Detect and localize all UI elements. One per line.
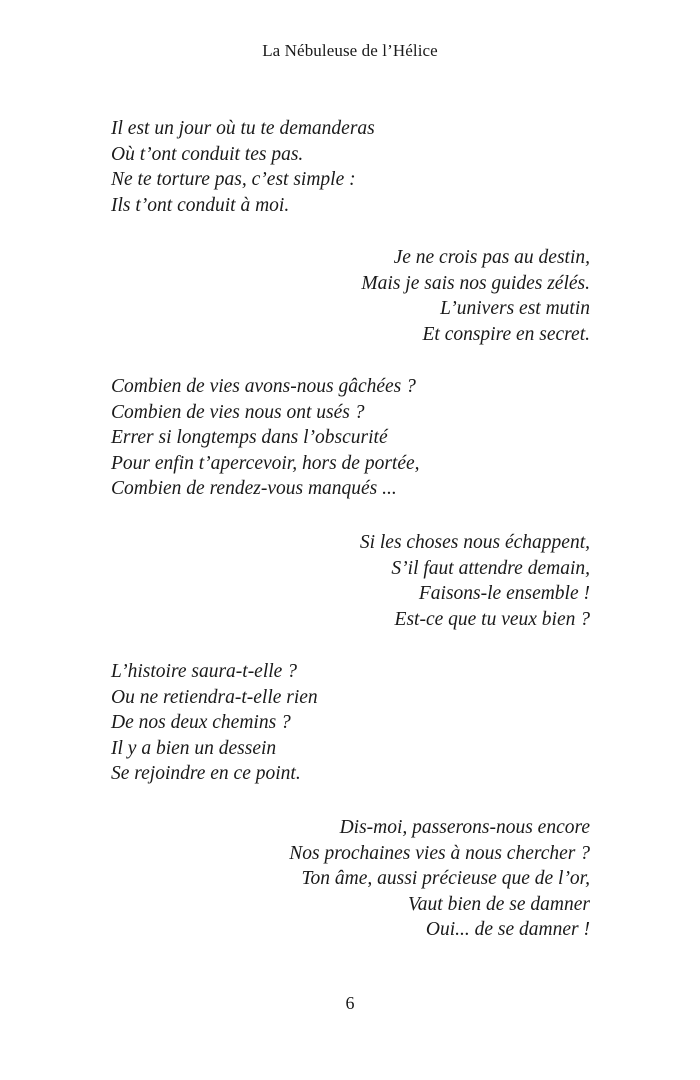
verse-line: Je ne crois pas au destin, <box>393 247 590 268</box>
verse-line: L’histoire saura-t-elle ? <box>111 661 297 682</box>
verse-line: Combien de vies avons-nous gâchées ? <box>111 376 416 397</box>
verse-line: Ton âme, aussi précieuse que de l’or, <box>301 868 590 889</box>
verse-line: Combien de vies nous ont usés ? <box>111 401 365 423</box>
stanza-1 <box>111 116 375 218</box>
stanza-4 <box>360 530 590 632</box>
verse-line: Il y a bien un dessein <box>111 737 277 759</box>
verse-line: L’univers est mutin <box>440 298 590 319</box>
running-header: La Nébuleuse de l’Hélice <box>262 41 438 60</box>
verse-line: Pour enfin t’apercevoir, hors de portée, <box>111 452 420 474</box>
verse-line: Si les choses nous échappent, <box>359 532 590 553</box>
page-number: 6 <box>345 993 355 1013</box>
verse-line: Se rejoindre en ce point. <box>111 763 301 784</box>
stanza-5 <box>111 659 318 787</box>
verse-line: S’il faut attendre demain, <box>391 557 590 579</box>
verse-line: Combien de rendez-vous manqués ... <box>111 478 397 499</box>
verse-line: Oui... de se damner ! <box>425 919 590 940</box>
stanza-2 <box>361 245 590 347</box>
verse-line: Nos prochaines vies à nous chercher ? <box>289 842 590 864</box>
verse-line: Est-ce que tu veux bien ? <box>394 608 590 630</box>
verse-line: Ne te torture pas, c’est simple : <box>111 169 356 190</box>
verse-line: Où t’ont conduit tes pas. <box>111 143 304 165</box>
verse-line: Ils t’ont conduit à moi. <box>111 194 290 216</box>
verse-line: Dis-moi, passerons-nous encore <box>339 817 590 838</box>
stanza-6 <box>289 815 590 943</box>
verse-line: De nos deux chemins ? <box>111 712 291 733</box>
verse-line: Et conspire en secret. <box>422 323 590 345</box>
verse-line: Faisons-le ensemble ! <box>418 583 590 604</box>
verse-line: Errer si longtemps dans l’obscurité <box>111 427 388 448</box>
verse-line: Mais je sais nos guides zélés. <box>361 272 590 294</box>
verse-line: Vaut bien de se damner <box>408 893 590 915</box>
verse-line: Il est un jour où tu te demanderas <box>111 118 375 139</box>
stanza-3 <box>111 374 420 502</box>
verse-line: Ou ne retiendra-t-elle rien <box>111 686 318 708</box>
